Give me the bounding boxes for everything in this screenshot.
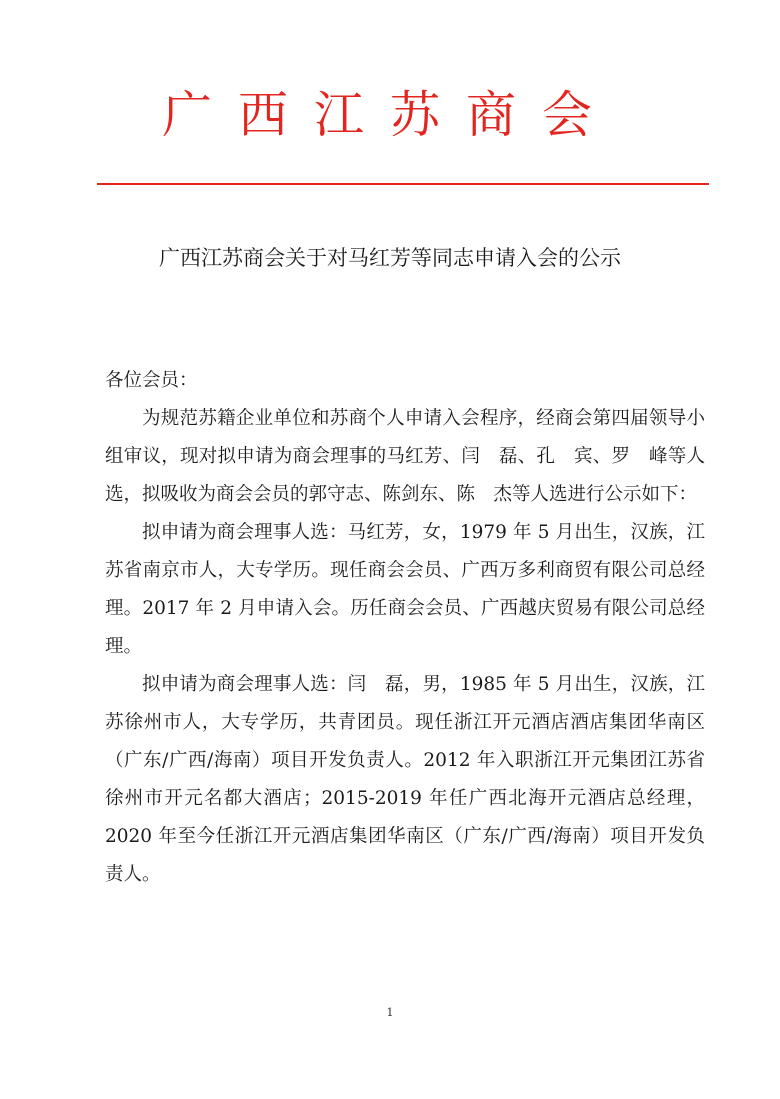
letterhead-red-rule bbox=[97, 183, 709, 185]
page-number: 1 bbox=[386, 1006, 394, 1019]
paragraph-candidate-yan-lei: 拟申请为商会理事人选：闫 磊，男，1985 年 5 月出生，汉族，江苏徐州市人，大专学历，共青团员。现任浙江开元酒店酒店集团华南区（广东/广西/海南）项目开发负责人。2012 年入职浙江开元集团江苏省徐州市开元名都大酒店；2015-2019 年任广西北海开元酒店总经理，2020 年至今任浙江开元酒店集团华南区（广东/广西/海南）项目开发负责人。 bbox=[105, 674, 705, 885]
document-title: 广西江苏商会关于对马红芳等同志申请入会的公示 bbox=[159, 246, 621, 270]
letterhead-org-name: 广西江苏商会 bbox=[162, 86, 618, 144]
paragraph-intro: 为规范苏籍企业单位和苏商个人申请入会程序，经商会第四届领导小组审议，现对拟申请为商会理事的马红芳、闫 磊、孔 宾、罗 峰等人选，拟吸收为商会会员的郭守志、陈剑东、陈 杰等人选进行公示如下： bbox=[105, 408, 705, 505]
document-body bbox=[105, 362, 705, 894]
salutation: 各位会员： bbox=[105, 370, 198, 391]
paragraph-candidate-ma-hongfang: 拟申请为商会理事人选：马红芳，女，1979 年 5 月出生，汉族，江苏省南京市人，大专学历。现任商会会员、广西万多利商贸有限公司总经理。2017 年 2 月申请入会。历任商会会员、广西越庆贸易有限公司总经理。 bbox=[105, 522, 705, 657]
